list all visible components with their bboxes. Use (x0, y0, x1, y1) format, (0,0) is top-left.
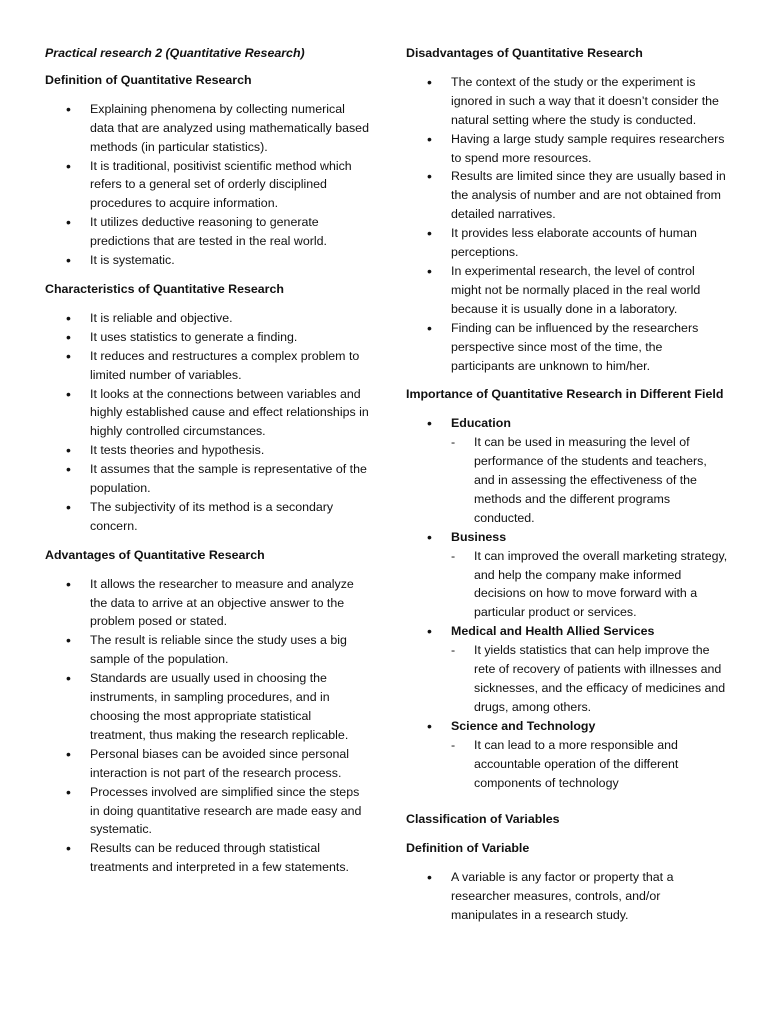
importance-list (406, 414, 728, 792)
variable-definition-heading: Definition of Variable (406, 841, 530, 856)
disadvantages-heading: Disadvantages of Quantitative Research (406, 46, 643, 60)
list-item: • A variable is any factor or property that a researcher measures, controls, and/or manipulates in a research study. (406, 868, 728, 925)
field-detail: - It can lead to a more responsible and accountable operation of the different components of technology (451, 736, 728, 793)
field-detail-list (451, 736, 728, 793)
field-detail-list (451, 641, 728, 717)
field-detail-list (451, 433, 728, 528)
list-item: • Finding can be influenced by the researchers perspective since most of the time, the participants are unknown to him/her. (406, 319, 728, 376)
list-item: • It reduces and restructures a complex problem to limited number of variables. (45, 347, 370, 385)
list-item: • It tests theories and hypothesis. (45, 441, 370, 460)
advantages-heading: Advantages of Quantitative Research (45, 547, 265, 562)
list-item: • Explaining phenomena by collecting numerical data that are analyzed using mathematically based methods (in particular statistics). (45, 100, 370, 157)
list-item: • Results can be reduced through statistical treatments and interpreted in a few statements. (45, 839, 370, 877)
list-item: • It utilizes deductive reasoning to generate predictions that are tested in the real world. (45, 213, 370, 251)
field-title: • Medical and Health Allied Services (451, 624, 655, 639)
characteristics-list (45, 309, 370, 536)
list-item: • Personal biases can be avoided since personal interaction is not part of the research process. (45, 745, 370, 783)
field-title: • Business (451, 529, 507, 544)
classification-heading: Classification of Variables (406, 812, 560, 827)
list-item: • Processes involved are simplified since the steps in doing quantitative research are made easy and systematic. (45, 783, 370, 840)
list-item: • Results are limited since they are usually based in the analysis of number and are not obtained from detailed narratives. (406, 167, 728, 224)
disadvantages-list (406, 73, 728, 376)
definition-list (45, 100, 370, 270)
list-item: • It uses statistics to generate a finding. (45, 328, 370, 347)
list-item: • It looks at the connections between variables and highly established cause and effect relationships in highly controlled circumstances. (45, 385, 370, 442)
field-detail-list (451, 547, 728, 623)
advantages-list (45, 575, 370, 878)
list-item: • It is reliable and objective. (45, 309, 370, 328)
definition-heading: Definition of Quantitative Research (45, 72, 252, 87)
variable-definition-list (406, 868, 728, 925)
field-detail: - It yields statistics that can help improve the rete of recovery of patients with illnesses and sicknesses, and the efficacy of medicines and drugs, among others. (451, 641, 728, 717)
field-title: • Science and Technology (451, 718, 596, 733)
list-item: • Having a large study sample requires researchers to spend more resources. (406, 130, 728, 168)
list-item: • In experimental research, the level of control might not be normally placed in the real world because it is usually done in a laboratory. (406, 262, 728, 319)
field-detail: - It can improved the overall marketing strategy, and help the company make informed decisions on how to move forward with a particular product or services. (451, 547, 728, 623)
field-item-education (406, 414, 728, 527)
field-item-business (406, 528, 728, 623)
list-item: • Standards are usually used in choosing the instruments, in sampling procedures, and in choosing the most appropriate statistical treatment, thus making the research replicable. (45, 669, 370, 745)
list-item: • The result is reliable since the study uses a big sample of the population. (45, 631, 370, 669)
list-item: • It assumes that the sample is representative of the population. (45, 460, 370, 498)
characteristics-heading: Characteristics of Quantitative Research (45, 281, 284, 296)
list-item: • It provides less elaborate accounts of human perceptions. (406, 224, 728, 262)
field-item-science (406, 717, 728, 793)
field-title: • Education (451, 416, 511, 431)
list-item: • The subjectivity of its method is a secondary concern. (45, 498, 370, 536)
document-title: Practical research 2 (Quantitative Research) (45, 46, 305, 60)
right-column (406, 44, 728, 935)
list-item: • The context of the study or the experiment is ignored in such a way that it doesn’t consider the natural setting where the study is conducted. (406, 73, 728, 130)
field-detail: - It can be used in measuring the level of performance of the students and teachers, and in assessing the effectiveness of the methods and the different programs conducted. (451, 433, 728, 528)
list-item: • It is systematic. (45, 251, 370, 270)
list-item: • It allows the researcher to measure and analyze the data to arrive at an objective answer to the problem posed or stated. (45, 575, 370, 632)
left-column (45, 44, 370, 887)
list-item: • It is traditional, positivist scientific method which refers to a general set of orderly disciplined procedures to acquire information. (45, 157, 370, 214)
importance-heading: Importance of Quantitative Research in Different Field (406, 387, 724, 402)
field-item-medical (406, 622, 728, 717)
